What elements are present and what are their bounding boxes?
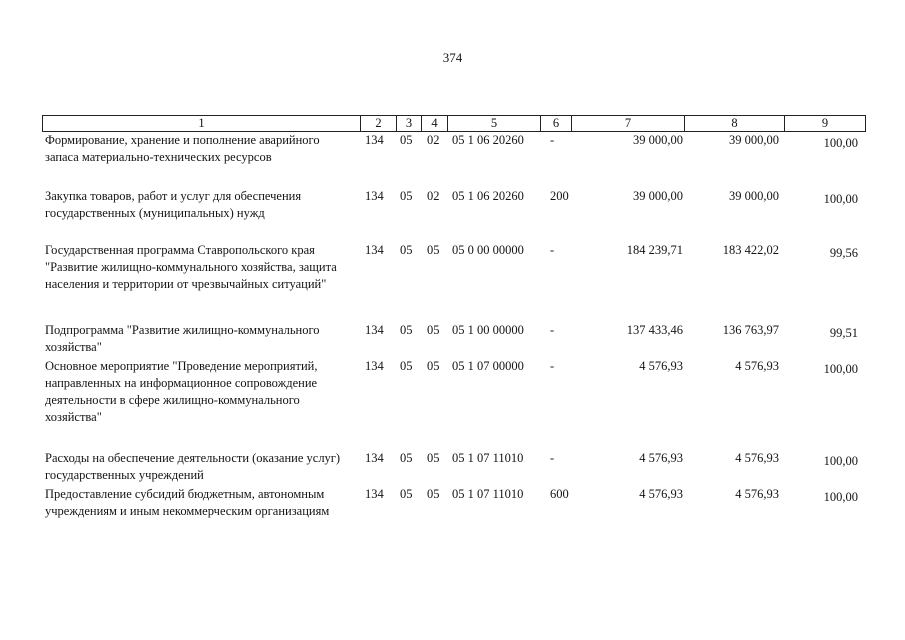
row-col8: 183 422,02: [722, 243, 779, 257]
header-cell: 1: [42, 116, 360, 131]
row-col2: 134: [365, 323, 384, 337]
header-cell: 7: [571, 116, 684, 131]
row-description: Государственная программа Ставропольского края "Развитие жилищно-коммунального хозяйства, защита населения и территории от чрезвычайных ситуаций": [45, 243, 337, 291]
row-col9: 100,00: [823, 192, 858, 206]
row-col4: 05: [427, 359, 440, 373]
row-col9: 99,56: [829, 246, 858, 260]
row-col5: 05 1 07 11010: [452, 451, 524, 465]
row-col3: 05: [400, 189, 413, 203]
header-cell: 3: [396, 116, 421, 131]
row-col2: 134: [365, 487, 384, 501]
row-col9: 99,51: [829, 326, 858, 340]
row-col3: 05: [400, 133, 413, 147]
row-col4: 02: [427, 189, 440, 203]
row-col6: -: [550, 133, 555, 147]
row-col5: 05 0 00 00000: [452, 243, 524, 257]
row-col7: 4 576,93: [639, 359, 683, 373]
row-col7: 184 239,71: [626, 243, 683, 257]
row-col3: 05: [400, 243, 413, 257]
row-description: Подпрограмма "Развитие жилищно-коммунального хозяйства": [45, 323, 320, 354]
row-col6: -: [550, 243, 555, 257]
row-col5: 05 1 06 20260: [452, 133, 524, 147]
row-col7: 4 576,93: [639, 451, 683, 465]
header-cell: 6: [540, 116, 571, 131]
row-col9: 100,00: [823, 490, 858, 504]
row-col2: 134: [365, 243, 384, 257]
row-col9: 100,00: [823, 454, 858, 468]
row-col5: 05 1 07 00000: [452, 359, 524, 373]
header-cell: 8: [684, 116, 784, 131]
row-col6: 200: [550, 189, 569, 203]
row-col2: 134: [365, 359, 384, 373]
row-col6: -: [550, 323, 555, 337]
table-header-row: [42, 115, 866, 132]
row-col8: 4 576,93: [735, 359, 779, 373]
row-col5: 05 1 00 00000: [452, 323, 524, 337]
header-cell: 2: [360, 116, 396, 131]
row-col6: 600: [550, 487, 569, 501]
row-col6: -: [550, 451, 555, 465]
row-col2: 134: [365, 451, 384, 465]
row-description: Основное мероприятие "Проведение мероприятий, направленных на информационное сопровождение деятельности в сфере жилищно-коммунального хозяйства": [45, 359, 318, 424]
row-description: Формирование, хранение и пополнение аварийного запаса материально-технических ресурсов: [45, 133, 320, 164]
header-cell: 4: [421, 116, 447, 131]
row-col9: 100,00: [823, 362, 858, 376]
page-number: 374: [442, 50, 463, 65]
row-col4: 05: [427, 487, 440, 501]
row-description: Предоставление субсидий бюджетным, автономным учреждениям и иным некоммерческим организациям: [45, 487, 330, 518]
row-col8: 4 576,93: [735, 451, 779, 465]
row-col3: 05: [400, 359, 413, 373]
header-cell: 5: [447, 116, 540, 131]
row-col4: 05: [427, 323, 440, 337]
row-col3: 05: [400, 323, 413, 337]
row-col7: 39 000,00: [633, 133, 683, 147]
row-col8: 39 000,00: [729, 189, 779, 203]
row-col3: 05: [400, 487, 413, 501]
row-col6: -: [550, 359, 555, 373]
row-col7: 39 000,00: [633, 189, 683, 203]
row-col4: 05: [427, 243, 440, 257]
row-col5: 05 1 07 11010: [452, 487, 524, 501]
row-description: Закупка товаров, работ и услуг для обеспечения государственных (муниципальных) нужд: [45, 189, 302, 220]
row-col4: 02: [427, 133, 440, 147]
row-description: Расходы на обеспечение деятельности (оказание услуг) государственных учреждений: [45, 451, 341, 482]
row-col9: 100,00: [823, 136, 858, 150]
row-col4: 05: [427, 451, 440, 465]
header-cell: 9: [784, 116, 866, 131]
row-col8: 4 576,93: [735, 487, 779, 501]
row-col8: 39 000,00: [729, 133, 779, 147]
row-col7: 4 576,93: [639, 487, 683, 501]
row-col8: 136 763,97: [722, 323, 779, 337]
row-col2: 134: [365, 189, 384, 203]
row-col7: 137 433,46: [626, 323, 683, 337]
row-col3: 05: [400, 451, 413, 465]
row-col5: 05 1 06 20260: [452, 189, 524, 203]
row-col2: 134: [365, 133, 384, 147]
